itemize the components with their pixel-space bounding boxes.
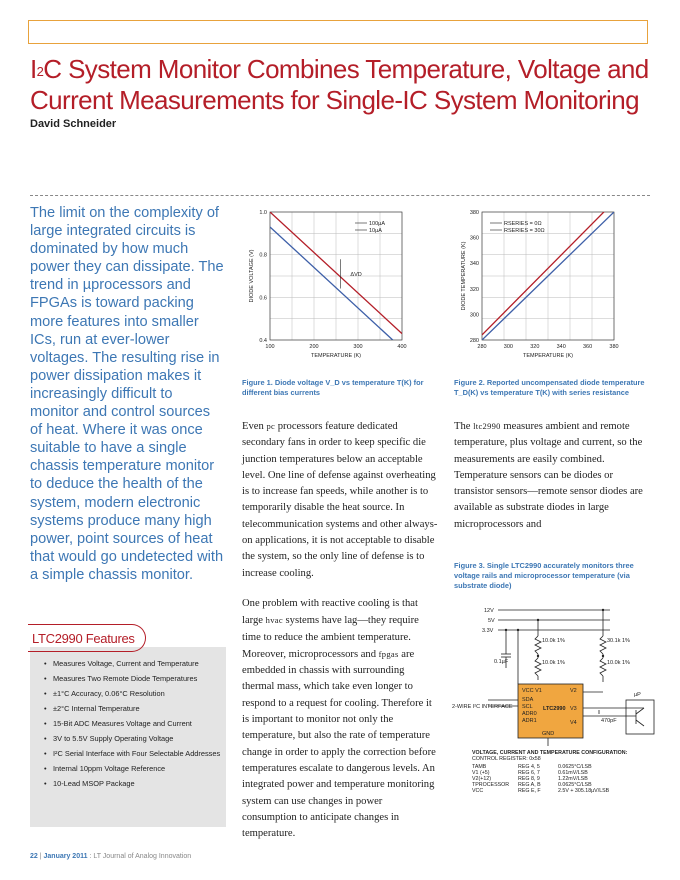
section-divider: [30, 195, 650, 196]
resistor-r3: [600, 636, 606, 654]
features-title: LTC2990 Features: [32, 631, 135, 646]
x-tick-label: 380: [609, 344, 619, 350]
rail-label: 3.3V: [482, 628, 494, 634]
y-tick-label: 280: [469, 338, 479, 344]
y-axis-label: DIODE VOLTAGE (V): [249, 249, 255, 303]
resistor-label: 10.0k 1%: [542, 660, 565, 666]
figure-2-chart: [452, 204, 632, 374]
x-tick-label: 300: [353, 344, 363, 350]
article-title: $I^2C$ System Monitor Combines Temperature, Voltage and Current Measurements for Single-IC System Monitoring: [30, 54, 649, 115]
resistor-r1: [535, 636, 541, 654]
y-axis-label: DIODE TEMPERATURE (K): [461, 241, 467, 311]
feature-item: • I²C Serial Interface with Four Selectable Addresses: [44, 749, 224, 758]
body-column-2: [454, 418, 651, 547]
sense-cap-label: 470pF: [601, 718, 617, 724]
y-tick-label: 380: [469, 210, 479, 216]
feature-item: • Measures Two Remote Diode Temperatures: [44, 674, 224, 683]
feature-item: • Internal 10ppm Voltage Reference: [44, 764, 224, 773]
x-axis-label: TEMPERATURE (K): [310, 353, 362, 359]
x-tick-label: 200: [309, 344, 319, 350]
figure-2-caption: Figure 2. Reported uncompensated diode temperature T_D(K) vs temperature T(K) with series resistance: [454, 378, 645, 397]
config-row-reg: REG 6, 7: [518, 770, 540, 776]
config-row-name: V2(+12): [472, 776, 491, 782]
x-tick-label: 320: [530, 344, 540, 350]
feature-item: • 3V to 5.5V Supply Operating Voltage: [44, 734, 224, 743]
y-tick-label: 340: [469, 261, 479, 268]
legend-label: 100µA: [369, 221, 386, 227]
config-row-name: VCC: [472, 788, 484, 794]
pin-label: V2: [570, 688, 577, 694]
microprocessor-label: µP: [634, 692, 641, 698]
config-row-value: 0.61mV/LSB: [558, 770, 588, 776]
page-number: 22: [30, 853, 38, 860]
chip-label: LTC2990: [543, 706, 566, 712]
figure-3-caption: Figure 3. Single LTC2990 accurately monitors three voltage rails and microprocessor temperature (via substrate diode): [454, 561, 634, 590]
pin-label: SCL: [522, 704, 533, 710]
feature-item: • Measures Voltage, Current and Temperature: [44, 659, 224, 668]
page-footer: 22 | January 2011 : LT Journal of Analog Innovation: [30, 853, 192, 860]
y-tick-label: 360: [469, 235, 479, 242]
resistor-label: 30.1k 1%: [607, 638, 630, 644]
microprocessor-box: [626, 700, 654, 734]
figure-1-chart: [240, 204, 420, 374]
config-row-reg: REG E, F: [518, 788, 541, 794]
legend-label: RSERIES = 0Ω: [504, 221, 542, 227]
config-row-value: 1.22mV/LSB: [558, 776, 588, 782]
feature-item: • 10-Lead MSOP Package: [44, 779, 224, 788]
body-column-1: [242, 418, 439, 856]
x-tick-label: 300: [503, 344, 513, 350]
feature-item: • ±2°C Internal Temperature: [44, 704, 224, 713]
x-tick-label: 360: [583, 344, 593, 350]
y-tick-label: 0.6: [259, 295, 267, 302]
figure-3-schematic: [448, 600, 658, 794]
config-title: VOLTAGE, CURRENT AND TEMPERATURE CONFIGURATION:: [472, 750, 628, 756]
y-tick-label: 0.8: [259, 252, 267, 259]
journal-name: LT Journal of Analog Innovation: [93, 853, 192, 860]
pin-label: ADR1: [522, 718, 537, 724]
x-tick-label: 280: [477, 344, 487, 350]
config-row-value: 2.5V + 305.18µV/LSB: [558, 788, 610, 794]
pin-label: V3: [570, 706, 577, 712]
y-tick-label: 300: [469, 312, 479, 319]
pin-label: VCC V1: [522, 688, 542, 694]
interface-label: 2-WIRE I²C INTERFACE: [452, 704, 513, 710]
x-tick-label: 400: [397, 344, 407, 350]
rail-label: 5V: [488, 618, 495, 624]
resistor-label: 10.0k 1%: [542, 638, 565, 644]
config-table: [472, 764, 610, 794]
body-paragraph: The ltc2990 measures ambient and remote temperature, plus voltage and current, so the measurements are easily combined. Temperature sensors can be diodes or transistor sensors—remote sensor diodes are available as substrate diodes in large microprocessors and: [454, 421, 643, 530]
body-paragraph: One problem with reactive cooling is that large hvac systems have lag—they require time to reduce the ambient temperature. Moreover, microprocessors and fpgas are embedded in chassis with surrounding thermal mass, which take even longer to respond to a request for cooling. Therefore it is important to monitor not only the temperature, but also the rate of temperature change in order to apply the correction before temperatures escalate to dangerous levels. An integrated power and temperature monitoring system can use changes in power consumption to anticipate changes in temperature.: [242, 597, 436, 840]
pin-label: V4: [570, 720, 577, 726]
feature-item: • 15-Bit ADC Measures Voltage and Current: [44, 719, 224, 728]
legend-label: 10µA: [369, 228, 382, 234]
pin-label: SDA: [522, 697, 534, 703]
header-bar: [28, 20, 648, 44]
config-row-name: TAMB: [472, 764, 487, 770]
rail-label: 12V: [484, 608, 494, 614]
figure-1-caption: Figure 1. Diode voltage V_D vs temperature T(K) for different bias currents: [242, 378, 424, 397]
config-row-name: TPROCESSOR: [472, 782, 510, 788]
feature-item: • ±1°C Accuracy, 0.06°C Resolution: [44, 689, 224, 698]
features-list: [44, 659, 224, 794]
resistor-r4: [600, 658, 606, 676]
pull-quote: The limit on the complexity of large integrated circuits is dominated by how much power they can dissipate. The trend in µprocessors and FPGAs is toward packing more features into smaller ICs, run at ever-lower voltages. The resulting rise in power dissipation makes it increasingly difficult to monitor and control sources of heat. Where it was once suitable to have a single chassis temperature monitor to deduce the health of the system, modern electronic systems produce many high power, point sources of heat that would go undetected with a simple chassis monitor.: [30, 205, 224, 583]
config-row-value: 0.0625°C/LSB: [558, 764, 592, 770]
x-tick-label: 100: [265, 344, 275, 350]
pin-label: GND: [542, 731, 555, 737]
y-tick-label: 1.0: [259, 210, 267, 216]
resistor-r2: [535, 658, 541, 676]
y-tick-label: 0.4: [259, 338, 267, 344]
config-row-name: V1 (+5): [472, 770, 490, 776]
config-register: CONTROL REGISTER: 0x58: [472, 756, 541, 762]
config-row-reg: REG 4, 5: [518, 764, 540, 770]
bypass-cap-label: 0.1µF: [494, 659, 509, 665]
annotation-label: ΔVD: [350, 272, 362, 278]
config-row-value: 0.0625°C/LSB: [558, 782, 592, 788]
issue-date: January 2011: [43, 853, 88, 860]
author-name: David Schneider: [30, 118, 117, 130]
config-row-reg: REG 8, 9: [518, 776, 540, 782]
y-tick-label: 320: [469, 286, 479, 293]
x-axis-label: TEMPERATURE (K): [522, 353, 574, 359]
resistor-label: 10.0k 1%: [607, 660, 630, 666]
x-tick-label: 340: [556, 344, 566, 350]
pin-label: ADR0: [522, 711, 537, 717]
config-row-reg: REG A, B: [518, 782, 541, 788]
legend-label: RSERIES = 30Ω: [504, 228, 545, 234]
body-paragraph: Even pc processors feature dedicated secondary fans in order to keep specific die junction temperatures below an acceptable level. One line of defense against overheating is to increase fan speeds, while another is to temporarily disable the heat source. In telecommunication systems and other always-on applications, it is not acceptable to disable the system, so the only line of defense is to increase cooling.: [242, 421, 438, 579]
